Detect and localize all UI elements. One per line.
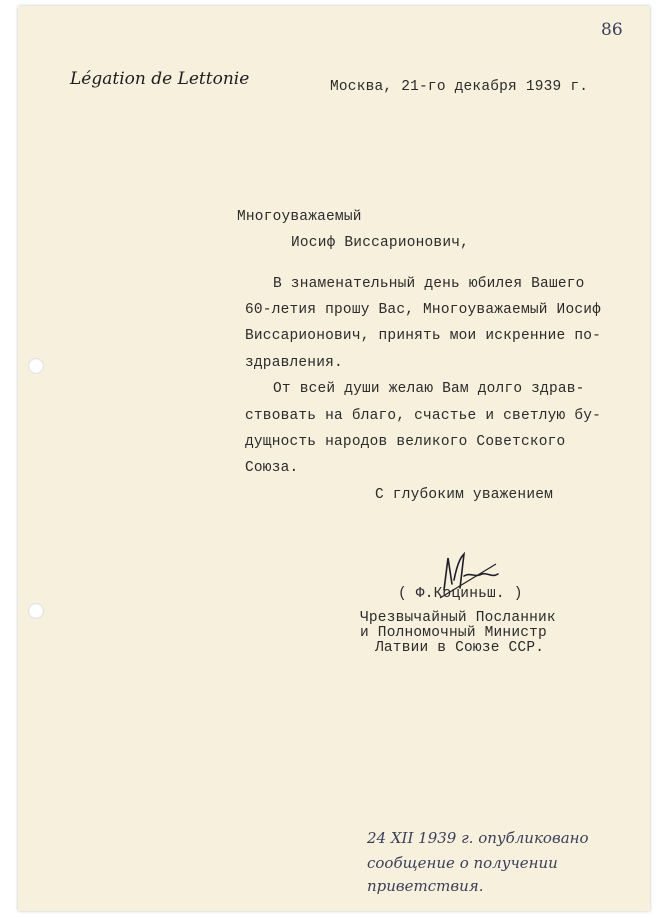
- letter-sheet: [18, 6, 650, 911]
- body-line: 60-летия прошу Вас, Многоуважаемый Иосиф: [245, 302, 602, 318]
- salutation-line-1: Многоуважаемый: [237, 209, 362, 225]
- body-line: здравления.: [245, 355, 343, 371]
- signature-title-line: Латвии в Союзе ССР.: [375, 640, 545, 656]
- body-line: дущность народов великого Советского: [245, 434, 566, 450]
- place-date: Москва, 21-го декабря 1939 г.: [330, 79, 589, 95]
- handwritten-note-line: сообщение о получении: [367, 854, 558, 872]
- page-number: 86: [601, 20, 623, 40]
- salutation-line-2: Иосиф Виссарионович,: [291, 235, 470, 251]
- closing: С глубоким уважением: [375, 487, 554, 503]
- body-line: От всей души желаю Вам долго здрав-: [273, 381, 585, 397]
- body-line: ствовать на благо, счастье и светлую бу-: [245, 408, 602, 424]
- punch-hole-bottom: [28, 603, 44, 619]
- letterhead: Légation de Lettonie: [70, 69, 250, 89]
- body-line: В знаменательный день юбилея Вашего: [273, 276, 585, 292]
- signature-title-line: Чрезвычайный Посланник: [360, 610, 556, 626]
- handwritten-note-line: 24 XII 1939 г. опубликовано: [367, 829, 589, 847]
- signature-name: ( Ф.Коциньш. ): [398, 586, 523, 602]
- body-line: Союза.: [245, 460, 299, 476]
- handwritten-note-line: приветствия.: [367, 877, 484, 895]
- punch-hole-top: [28, 358, 44, 374]
- body-line: Виссарионович, принять мои искренние по-: [245, 328, 602, 344]
- signature-title-line: и Полномочный Министр: [360, 625, 547, 641]
